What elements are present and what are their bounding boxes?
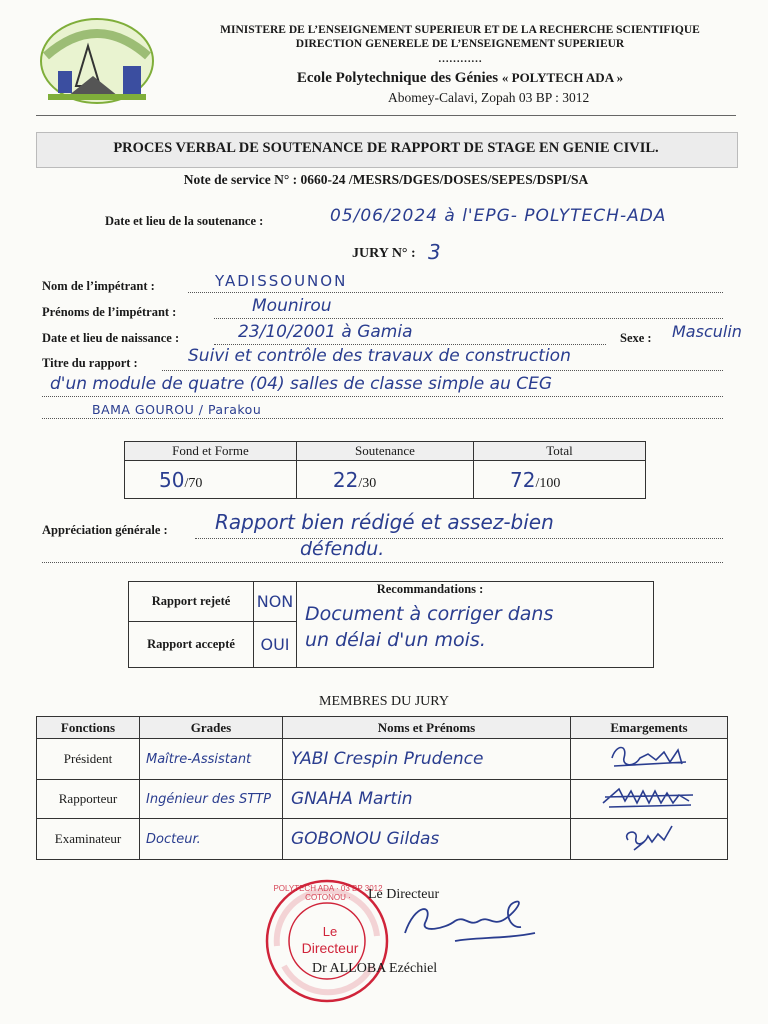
titre-label: Titre du rapport : <box>42 356 138 370</box>
school-short: « POLYTECH ADA » <box>501 70 624 85</box>
prenoms-dots <box>214 318 723 319</box>
nom-label: Nom de l’impétrant : <box>42 279 155 293</box>
titre-dots-3 <box>42 418 723 419</box>
member-signature-cell <box>571 780 728 819</box>
appreciation-dots-1 <box>195 538 723 539</box>
members-header-row <box>37 717 728 739</box>
titre-line-2: d'un module de quatre (04) salles de classe simple au CEG <box>50 374 553 394</box>
member-nom: YABI Crespin Prudence <box>283 739 571 780</box>
jury-label: JURY N° : <box>352 246 416 261</box>
scores-table <box>124 441 646 499</box>
score-header-soutenance: Soutenance <box>296 442 473 461</box>
stamp-ring-text: POLYTECH ADA · 03 BP 3012 COTONOU · <box>273 884 383 902</box>
member-fonction: Examinateur <box>37 819 140 860</box>
titre-dots-2 <box>42 396 723 397</box>
appreciation-line-2: défendu. <box>300 538 385 560</box>
appreciation-line-1: Rapport bien rédigé et assez-bien <box>215 510 554 534</box>
members-title: MEMBRES DU JURY <box>319 694 449 709</box>
appreciation-label: Appréciation générale : <box>42 523 168 537</box>
score-value-total: 72 <box>510 467 536 492</box>
recommendations-label: Recommandations : <box>376 582 484 596</box>
decision-table <box>128 581 654 668</box>
member-grade: Ingénieur des STTP <box>140 780 283 819</box>
prenoms-value: Mounirou <box>252 296 332 316</box>
defense-label: Date et lieu de la soutenance : <box>105 214 264 228</box>
defense-value: 05/06/2024 à l'EPG- POLYTECH-ADA <box>330 206 667 226</box>
signature-examinateur <box>614 820 684 854</box>
ministry-line: MINISTERE DE L’ENSEIGNEMENT SUPERIEUR ET DE LA RECHERCHE SCIENTIFIQUE <box>220 24 700 36</box>
score-header-total: Total <box>474 442 646 461</box>
appreciation-dots-2 <box>42 562 723 563</box>
score-cell-total <box>474 461 646 499</box>
director-title: Le Directeur <box>368 887 440 902</box>
member-grade: Maître-Assistant <box>140 739 283 780</box>
school-name: Ecole Polytechnique des Génies <box>296 70 499 86</box>
school-address: Abomey-Calavi, Zopah 03 BP : 3012 <box>388 90 590 105</box>
naissance-label: Date et lieu de naissance : <box>42 331 180 345</box>
document-title: PROCES VERBAL DE SOUTENANCE DE RAPPORT DE STAGE EN GENIE CIVIL. <box>113 140 659 156</box>
score-value-soutenance: 22 <box>332 467 359 492</box>
recommendations-line-1: Document à corriger dans <box>305 603 554 625</box>
member-nom: GNAHA Martin <box>283 780 571 819</box>
score-cell-soutenance <box>296 461 473 499</box>
member-nom: GOBONOU Gildas <box>283 819 571 860</box>
members-header-noms: Noms et Prénoms <box>283 717 571 739</box>
recommendations-line-2: un délai d'un mois. <box>305 629 486 651</box>
score-max-total: /100 <box>535 475 561 491</box>
note-de-service: Note de service N° : 0660-24 /MESRS/DGES/DOSES/SEPES/DSPI/SA <box>183 172 589 187</box>
signature-rapporteur <box>599 781 699 813</box>
score-value-fond: 50 <box>159 467 185 492</box>
members-table <box>36 716 728 860</box>
table-row <box>37 819 728 860</box>
jury-value: 3 <box>428 240 441 264</box>
naissance-value: 23/10/2001 à Gamia <box>238 322 413 342</box>
direction-line: DIRECTION GENERELE DE L’ENSEIGNEMENT SUPERIEUR <box>295 38 625 50</box>
score-cell-fond <box>125 461 297 499</box>
header-separator: ………… <box>438 53 482 65</box>
members-header-grades: Grades <box>140 717 283 739</box>
table-row <box>37 780 728 819</box>
director-name: Dr ALLOBA Ezéchiel <box>312 961 438 976</box>
score-header-fond: Fond et Forme <box>125 442 297 461</box>
member-grade: Docteur. <box>140 819 283 860</box>
nom-dots <box>188 292 723 293</box>
rejected-value: NON <box>254 582 297 622</box>
school-name-line <box>165 70 755 87</box>
stamp-center-directeur: Directeur <box>301 940 359 956</box>
titre-line-3: BAMA GOUROU / Parakou <box>92 402 262 417</box>
titre-dots-1 <box>162 370 723 371</box>
member-signature-cell <box>571 819 728 860</box>
member-fonction: Président <box>37 739 140 780</box>
titre-line-1: Suivi et contrôle des travaux de construction <box>188 346 571 366</box>
director-signature <box>395 893 545 953</box>
accepted-value: OUI <box>254 622 297 668</box>
member-signature-cell <box>571 739 728 780</box>
nom-value: YADISSOUNON <box>215 272 348 290</box>
recommendations-cell <box>297 582 654 668</box>
stamp-center-le: Le <box>322 924 338 939</box>
signature-president <box>604 740 694 774</box>
school-logo <box>38 16 156 106</box>
rejected-label: Rapport rejeté <box>129 582 254 622</box>
sexe-value: Masculin <box>672 322 742 341</box>
table-row <box>37 739 728 780</box>
naissance-dots <box>214 344 606 345</box>
score-max-fond: /70 <box>184 475 203 491</box>
member-fonction: Rapporteur <box>37 780 140 819</box>
prenoms-label: Prénoms de l’impétrant : <box>42 305 177 319</box>
accepted-label: Rapport accepté <box>129 622 254 668</box>
score-max-soutenance: /30 <box>358 475 377 491</box>
header-rule <box>36 115 736 116</box>
sexe-label: Sexe : <box>620 331 652 345</box>
members-header-fonctions: Fonctions <box>37 717 140 739</box>
members-header-emargements: Emargements <box>571 717 728 739</box>
